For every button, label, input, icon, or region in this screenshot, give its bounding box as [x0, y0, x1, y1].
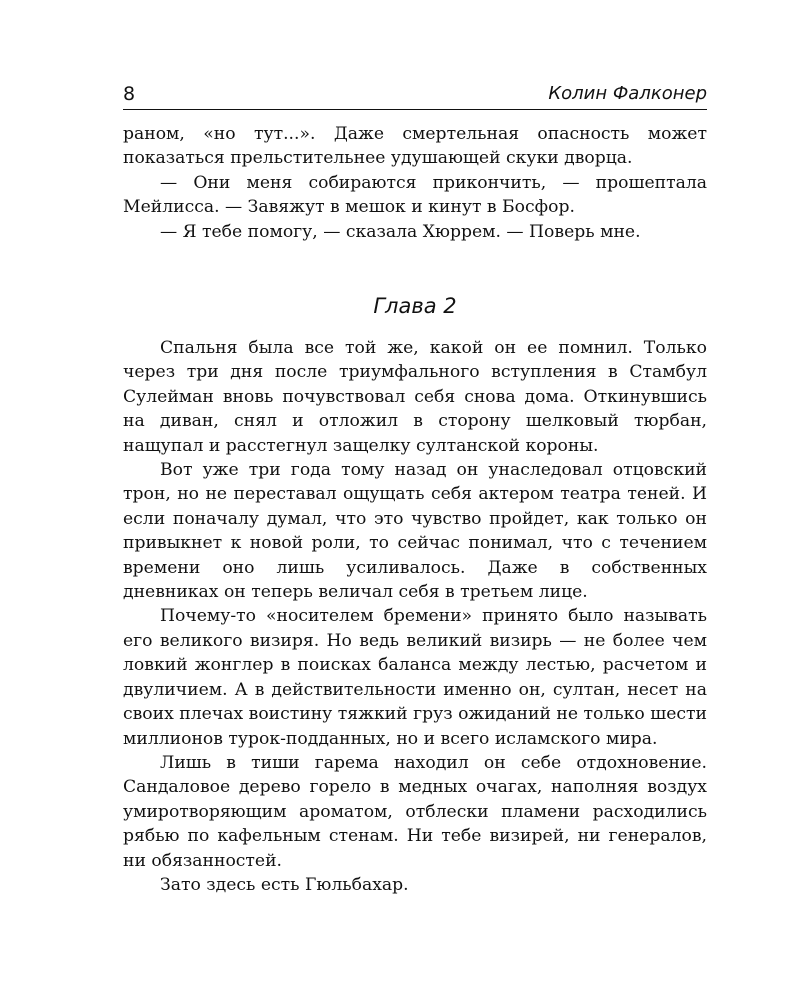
page-number: 8 [123, 83, 136, 105]
paragraph: Спальня была все той же, какой он ее помнил. Только через три дня после триумфального вступления в Стамбул Сулейман вновь почувствовал себя снова дома. Откинувшись на диван, снял и отложил в сторону шелковый тюрбан, нащупал и расстегнул защелку султанской короны. [123, 338, 707, 456]
paragraph: раном, «но тут...». Даже смертельная опасность может показаться прельстительнее удушающей скуки дворца. [123, 124, 707, 169]
page-header [123, 83, 707, 110]
chapter-title: Глава 2 [373, 294, 457, 318]
running-title-author: Колин Фалконер [548, 83, 707, 104]
previous-chapter-ending [123, 122, 707, 244]
paragraph: Почему-то «носителем бремени» принято было называть его великого визиря. Но ведь великий визирь — не более чем ловкий жонглер в поисках баланса между лестью, расчетом и двуличием. А в действительности именно он, султан, несет на своих плечах воистину тяжкий груз ожиданий не только шести миллионов турок-подданных, но и всего исламского мира. [123, 606, 707, 749]
paragraph: Лишь в тиши гарема находил он себе отдохновение. Сандаловое дерево горело в медных очагах, наполняя воздух умиротворяющим ароматом, отблески пламени расходились рябью по кафельным стенам. Ни тебе визирей, ни генералов, ни обязанностей. [123, 752, 707, 871]
paragraph: — Они меня собираются прикончить, — прошептала Мейлисса. — Завяжут в мешок и кинут в Босфор. [123, 172, 707, 218]
paragraph: Вот уже три года тому назад он унаследовал отцовский трон, но не переставал ощущать себя актером театра теней. И если поначалу думал, что это чувство пройдет, как только он привыкнет к новой роли, то сейчас понимал, что с течением времени оно лишь усиливалось. Даже в собственных дневниках он теперь величал себя в третьем лице. [123, 460, 707, 603]
paragraph: Зато здесь есть Гюльбахар. [160, 874, 409, 895]
paragraph: — Я тебе помогу, — сказала Хюррем. — Поверь мне. [160, 221, 641, 242]
chapter-body [123, 336, 707, 897]
